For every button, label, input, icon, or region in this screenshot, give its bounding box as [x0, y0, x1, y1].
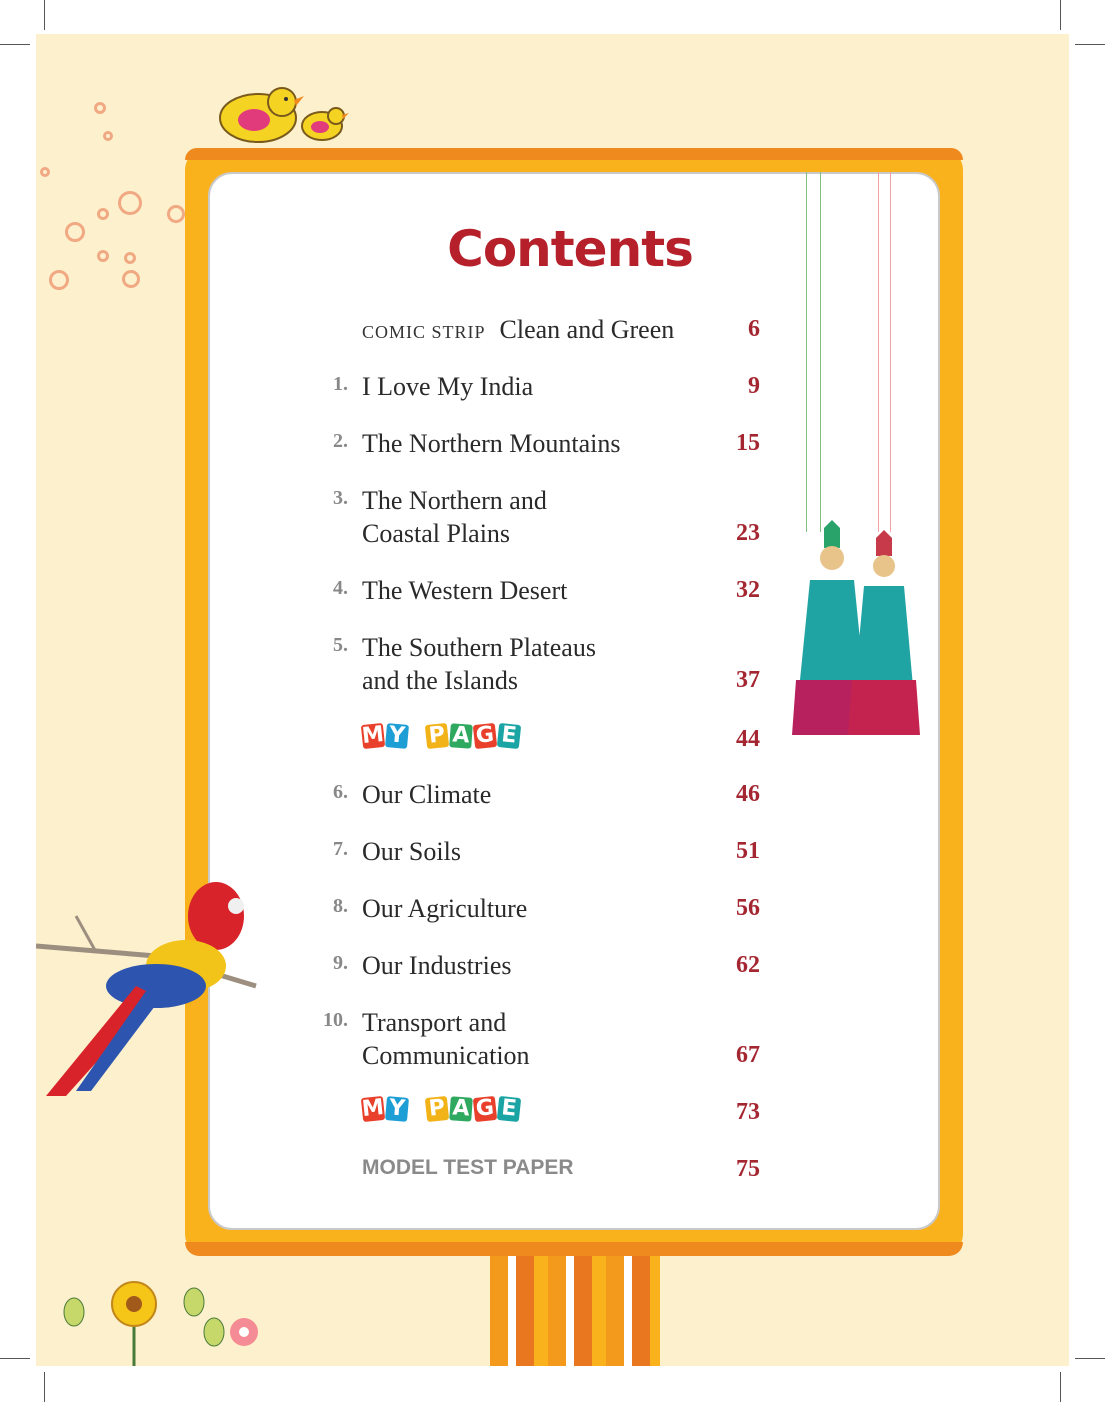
chapter-number: 6.: [333, 781, 348, 803]
chapter-number: 7.: [333, 838, 348, 860]
toc-page-number: 23: [736, 520, 760, 546]
toc-page-number: 51: [736, 838, 760, 864]
chapter-number: 10.: [323, 1009, 348, 1031]
toc-page-number: 62: [736, 952, 760, 978]
toc-chapter-3[interactable]: [310, 487, 760, 553]
board-edge: [185, 1242, 963, 1256]
bubble-decoration: [49, 270, 69, 290]
my-page-logo: [360, 721, 520, 750]
my-page-letter: E: [497, 723, 521, 749]
chapter-number: 5.: [333, 634, 348, 656]
chapter-title-line-2: and the Islands: [362, 666, 518, 695]
toc-page-number: 9: [748, 373, 760, 399]
toc-my-page-1[interactable]: [310, 721, 760, 760]
model-test-paper-label: MODEL TEST PAPER: [362, 1156, 574, 1179]
toc-chapter-4[interactable]: [310, 577, 760, 611]
my-page-letter: G: [474, 722, 496, 749]
puppet-string: [890, 172, 891, 532]
toc-chapter-7[interactable]: [310, 838, 760, 872]
comic-strip-label: COMIC STRIP: [362, 322, 486, 342]
chapter-title: Our Industries: [362, 951, 512, 980]
chapter-title-line-1: The Northern and: [362, 486, 547, 515]
chapter-number: 4.: [333, 577, 348, 599]
toc-page-number: 44: [736, 726, 760, 752]
toc-page-number: 56: [736, 895, 760, 921]
my-page-letter: A: [449, 1096, 473, 1121]
crop-mark: [0, 44, 30, 45]
birds-illustration: [210, 82, 350, 146]
chapter-number: 2.: [333, 430, 348, 452]
toc-page-number: 46: [736, 781, 760, 807]
flowers-illustration: [44, 1272, 274, 1366]
bubble-decoration: [40, 167, 50, 177]
my-page-letter: P: [425, 1096, 449, 1122]
my-page-letter: M: [360, 1094, 386, 1123]
chapter-number: 8.: [333, 895, 348, 917]
toc-chapter-6[interactable]: [310, 781, 760, 815]
my-page-letter: M: [360, 721, 386, 750]
my-page-letter: Y: [385, 1096, 409, 1122]
toc-page-number: 37: [736, 667, 760, 693]
page-title: Contents: [447, 220, 693, 278]
toc-chapter-10[interactable]: [310, 1009, 760, 1075]
chapter-title: Our Agriculture: [362, 894, 528, 923]
my-page-letter: G: [474, 1095, 496, 1122]
puppets-illustration: [772, 520, 922, 742]
toc-chapter-2[interactable]: [310, 430, 760, 464]
crop-mark: [1060, 0, 1061, 30]
crop-mark: [44, 1372, 45, 1402]
puppet-string: [806, 172, 807, 532]
toc-model-test-paper[interactable]: [310, 1156, 760, 1190]
toc-page-number: 67: [736, 1042, 760, 1068]
toc-chapter-5[interactable]: [310, 634, 760, 700]
crop-mark: [1075, 1358, 1105, 1359]
chapter-title-line-2: Communication: [362, 1041, 530, 1070]
bubble-decoration: [167, 205, 185, 223]
my-page-letter: Y: [385, 723, 409, 749]
sign-post: [490, 1256, 660, 1366]
chapter-title-line-1: Transport and: [362, 1008, 507, 1037]
puppet-string: [820, 172, 821, 532]
board-edge: [185, 148, 963, 160]
toc-comic-strip[interactable]: [310, 316, 760, 350]
my-page-logo: [360, 1094, 520, 1123]
toc-chapter-8[interactable]: [310, 895, 760, 929]
my-page-spacer: [409, 1096, 425, 1121]
toc-chapter-1[interactable]: [310, 373, 760, 407]
toc-page-number: 75: [736, 1156, 760, 1182]
chapter-number: 1.: [333, 373, 348, 395]
my-page-letter: P: [425, 723, 449, 749]
toc-chapter-9[interactable]: [310, 952, 760, 986]
toc-entry-text: [362, 313, 674, 349]
my-page-spacer: [409, 723, 425, 748]
toc-page-number: 32: [736, 577, 760, 603]
chapter-title: The Northern Mountains: [362, 429, 621, 458]
bubble-decoration: [97, 208, 109, 220]
toc-page-number: 6: [748, 316, 760, 342]
crop-mark: [0, 1358, 30, 1359]
chapter-number: 9.: [333, 952, 348, 974]
chapter-title: Our Soils: [362, 837, 461, 866]
my-page-letter: A: [449, 723, 473, 748]
bubble-decoration: [122, 270, 140, 288]
crop-mark: [1060, 1372, 1061, 1402]
bubble-decoration: [97, 250, 109, 262]
chapter-title: Our Climate: [362, 780, 492, 809]
chapter-title: I Love My India: [362, 372, 534, 401]
parrot-illustration: [36, 876, 266, 1106]
bubble-decoration: [124, 252, 136, 264]
bubble-decoration: [118, 191, 142, 215]
comic-strip-title: Clean and Green: [499, 315, 675, 344]
chapter-title-line-2: Coastal Plains: [362, 519, 511, 548]
toc-page-number: 15: [736, 430, 760, 456]
chapter-number: 3.: [333, 487, 348, 509]
chapter-title-line-1: The Southern Plateaus: [362, 633, 596, 662]
toc-page-number: 73: [736, 1099, 760, 1125]
my-page-letter: E: [497, 1096, 521, 1122]
bubble-decoration: [65, 222, 85, 242]
toc-my-page-2[interactable]: [310, 1094, 760, 1133]
crop-mark: [44, 0, 45, 30]
chapter-title: The Western Desert: [362, 576, 568, 605]
bubble-decoration: [103, 131, 113, 141]
puppet-string: [878, 172, 879, 532]
bubble-decoration: [94, 102, 106, 114]
crop-mark: [1075, 44, 1105, 45]
